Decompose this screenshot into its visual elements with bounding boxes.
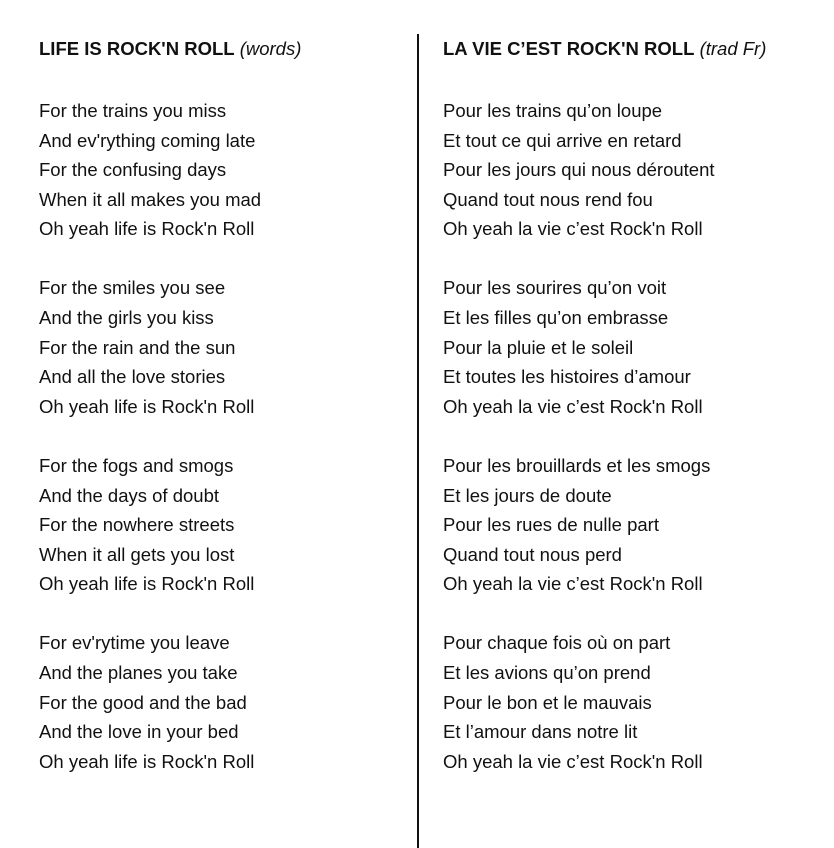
english-stanza-3 <box>39 451 419 599</box>
lyric-line: Pour la pluie et le soleil <box>443 336 634 358</box>
english-subtitle: (words) <box>239 38 302 59</box>
french-subtitle: (trad Fr) <box>699 38 767 59</box>
lyric-line: And the love in your bed <box>39 721 239 743</box>
lyric-line: Pour les brouillards et les smogs <box>443 454 711 476</box>
lyric-line: And the girls you kiss <box>39 307 214 329</box>
lyric-line: And the planes you take <box>39 662 238 683</box>
lyric-line: Oh yeah life is Rock'n Roll <box>39 395 255 417</box>
lyric-line: Pour les jours qui nous déroutent <box>443 159 715 181</box>
french-stanza-3 <box>443 451 823 599</box>
lyric-line: Et les filles qu’on embrasse <box>443 307 669 329</box>
english-stanza-1 <box>39 96 419 244</box>
lyric-line: For the good and the bad <box>39 691 247 713</box>
lyric-line: For the confusing days <box>39 159 227 181</box>
french-stanza-4 <box>443 628 823 776</box>
lyric-line: Et les jours de doute <box>443 484 612 506</box>
lyric-line: Et l’amour dans notre lit <box>443 721 638 743</box>
lyric-line: For the rain and the sun <box>39 336 236 358</box>
lyric-line: Pour les sourires qu’on voit <box>443 277 667 299</box>
lyric-line: Et tout ce qui arrive en retard <box>443 129 682 151</box>
french-title-text: LA VIE C’EST ROCK'N ROLL <box>443 38 695 59</box>
lyric-line: When it all makes you mad <box>39 188 262 210</box>
lyric-line: Pour les trains qu’on loupe <box>443 100 663 121</box>
english-title <box>39 36 419 62</box>
lyric-line: Pour chaque fois où on part <box>443 632 671 654</box>
english-stanza-2 <box>39 273 419 421</box>
lyric-line: For the trains you miss <box>39 100 227 121</box>
lyric-line: Quand tout nous perd <box>443 543 622 565</box>
english-title-text: LIFE IS ROCK'N ROLL <box>39 38 235 59</box>
lyric-line: For ev'rytime you leave <box>39 632 230 654</box>
lyric-line: Pour les rues de nulle part <box>443 514 659 536</box>
lyric-line: And the days of doubt <box>39 484 219 506</box>
lyric-line: Oh yeah life is Rock'n Roll <box>39 750 255 772</box>
lyric-line: Oh yeah life is Rock'n Roll <box>39 218 255 240</box>
lyric-line: When it all gets you lost <box>39 543 235 565</box>
lyric-line: Oh yeah la vie c’est Rock'n Roll <box>443 395 703 417</box>
lyric-line: Oh yeah la vie c’est Rock'n Roll <box>443 218 703 240</box>
english-stanza-4 <box>39 628 419 776</box>
french-stanza-2 <box>443 273 823 421</box>
lyric-line: And ev'rything coming late <box>39 129 256 151</box>
lyric-line: Oh yeah la vie c’est Rock'n Roll <box>443 573 703 595</box>
english-lyrics-column <box>39 36 419 806</box>
lyric-line: For the fogs and smogs <box>39 454 234 476</box>
french-title <box>443 36 823 62</box>
french-stanza-1 <box>443 96 823 244</box>
lyric-line: And all the love stories <box>39 366 226 388</box>
lyric-line: Et toutes les histoires d’amour <box>443 366 691 388</box>
lyric-line: Oh yeah la vie c’est Rock'n Roll <box>443 750 703 772</box>
lyric-line: Quand tout nous rend fou <box>443 188 653 210</box>
french-lyrics-column <box>443 36 823 806</box>
lyric-line: Oh yeah life is Rock'n Roll <box>39 573 255 595</box>
lyric-line: For the smiles you see <box>39 277 226 299</box>
lyric-line: Et les avions qu’on prend <box>443 662 651 683</box>
lyric-line: Pour le bon et le mauvais <box>443 691 652 713</box>
lyric-line: For the nowhere streets <box>39 514 235 536</box>
